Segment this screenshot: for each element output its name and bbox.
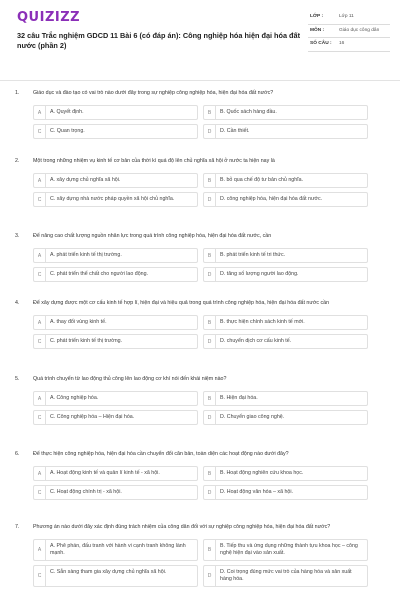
option-text: A. xây dựng chủ nghĩa xã hội. <box>50 177 121 183</box>
option-text: D. tăng số lượng người lao động. <box>220 271 299 277</box>
option-text: A. thay đổi vùng kinh tế. <box>50 319 107 325</box>
answer-options <box>33 539 368 587</box>
answer-option-c[interactable] <box>33 565 198 587</box>
question-item <box>0 90 400 139</box>
question-item <box>0 376 400 425</box>
answer-options <box>33 466 368 500</box>
question-item <box>0 233 400 282</box>
option-letter-box: C <box>34 335 46 348</box>
worksheet-header <box>0 0 400 81</box>
answer-option-b[interactable] <box>203 173 368 188</box>
question-number: 6. <box>15 451 20 457</box>
answer-option-a[interactable] <box>33 315 198 330</box>
option-text: B. Tiếp thu và ứng dụng những thành tựu khoa học – công nghệ hiện đại vào sản xuất. <box>220 543 358 556</box>
option-text: B. Hoạt động nghiên cứu khoa học. <box>220 470 304 476</box>
question-text: Để nâng cao chất lượng nguồn nhân lực trong quá trình công nghiệp hóa, hiện đại hóa đất nước, cần <box>33 233 272 239</box>
option-letter-box: B <box>204 106 216 119</box>
question-text: Phương án nào dưới đây xác định đúng trách nhiệm của công dân đối với sự nghiệp công nghiệp hóa, hiện đại hóa đất nước? <box>33 524 331 530</box>
answer-option-c[interactable] <box>33 192 198 207</box>
option-text: D. Coi trọng đúng mức vai trò của hàng hóa và sản xuất hàng hóa. <box>220 569 352 582</box>
option-letter-box: B <box>204 540 216 560</box>
answer-option-b[interactable] <box>203 466 368 481</box>
option-letter-box: A <box>34 174 46 187</box>
option-text: B. Quốc sách hàng đầu. <box>220 109 277 115</box>
question-item <box>0 524 400 587</box>
option-letter-box: D <box>204 486 216 499</box>
option-text: A. Quyết định. <box>50 109 84 115</box>
answer-option-c[interactable] <box>33 267 198 282</box>
option-text: C. Sẵn sàng tham gia xây dựng chủ nghĩa xã hội. <box>50 569 167 575</box>
answer-option-d[interactable] <box>203 267 368 282</box>
option-text: D. Cần thiết. <box>220 128 250 134</box>
option-text: B. phát triển kinh tế tri thức. <box>220 252 286 258</box>
option-letter-box: C <box>34 411 46 424</box>
meta-count <box>308 38 390 52</box>
option-text: D. công nghiệp hóa, hiện đại hóa đất nước. <box>220 196 323 202</box>
option-text: A. Hoạt động kinh tế và quản lí kinh tế - xã hội. <box>50 470 160 476</box>
option-letter-box: A <box>34 392 46 405</box>
option-text: D. Hoạt động văn hóa – xã hội. <box>220 489 294 495</box>
answer-options <box>33 248 368 282</box>
option-letter-box: D <box>204 268 216 281</box>
option-letter-box: A <box>34 106 46 119</box>
option-text: A. Phê phán, đấu tranh với hành vi cạnh tranh không lành mạnh. <box>50 543 186 556</box>
option-letter-box: B <box>204 249 216 262</box>
page-title: 32 câu Trắc nghiệm GDCD 11 Bài 6 (có đáp án): Công nghiệp hóa hiện đại hóa đất nước (phần 2) <box>17 31 301 50</box>
option-letter-box: B <box>204 392 216 405</box>
quizizz-logo[interactable]: QUIZIZZ <box>17 10 81 25</box>
question-number: 7. <box>15 524 20 530</box>
option-text: C. xây dựng nhà nước pháp quyền xã hội chủ nghĩa. <box>50 196 175 202</box>
question-text: Để thực hiện công nghiệp hóa, hiện đại hóa cần chuyển đổi căn bản, toàn diện các hoạt động nào dưới đây? <box>33 451 289 457</box>
answer-option-c[interactable] <box>33 124 198 139</box>
answer-option-a[interactable] <box>33 466 198 481</box>
answer-options <box>33 391 368 425</box>
answer-options <box>33 315 368 349</box>
question-number: 1. <box>15 90 20 96</box>
answer-option-d[interactable] <box>203 192 368 207</box>
question-item <box>0 300 400 349</box>
option-letter-box: C <box>34 193 46 206</box>
meta-value: Giáo dục công dân <box>339 27 380 33</box>
option-letter-box: B <box>204 467 216 480</box>
option-letter-box: D <box>204 193 216 206</box>
option-letter-box: D <box>204 335 216 348</box>
option-text: C. phát triển thể chất cho người lao động. <box>50 271 149 277</box>
option-letter-box: A <box>34 249 46 262</box>
option-letter-box: C <box>34 268 46 281</box>
answer-option-d[interactable] <box>203 485 368 500</box>
option-letter-box: C <box>34 125 46 138</box>
option-letter-box: A <box>34 467 46 480</box>
answer-option-a[interactable] <box>33 391 198 406</box>
meta-label: MÔN : <box>310 27 325 33</box>
option-letter-box: C <box>34 486 46 499</box>
meta-label: SỐ CÂU : <box>310 41 332 46</box>
option-text: C. Quan trọng. <box>50 128 85 134</box>
answer-option-b[interactable] <box>203 315 368 330</box>
answer-option-a[interactable] <box>33 105 198 120</box>
meta-subject <box>308 25 390 39</box>
question-item <box>0 451 400 500</box>
question-number: 4. <box>15 300 20 306</box>
answer-options <box>33 173 368 207</box>
meta-class <box>308 11 390 25</box>
option-letter-box: A <box>34 316 46 329</box>
option-letter-box: D <box>204 566 216 586</box>
option-text: C. phát triển kinh tế thị trường. <box>50 338 123 344</box>
question-number: 3. <box>15 233 20 239</box>
option-text: D. chuyển dịch cơ cấu kinh tế. <box>220 338 292 344</box>
answer-option-c[interactable] <box>33 334 198 349</box>
option-text: D. Chuyển giao công nghệ. <box>220 414 285 420</box>
question-number: 2. <box>15 158 20 164</box>
meta-value: Lớp 11 <box>339 14 354 19</box>
option-text: C. Công nghiệp hóa – Hiện đại hóa. <box>50 414 135 420</box>
question-text: Giáo dục và đào tạo có vai trò nào dưới đây trong sự nghiệp công nghiệp hóa, hiện đại hóa đất nước? <box>33 90 274 96</box>
question-number: 5. <box>15 376 20 382</box>
answer-option-a[interactable] <box>33 248 198 263</box>
option-letter-box: D <box>204 411 216 424</box>
answer-option-d[interactable] <box>203 334 368 349</box>
option-text: B. bỏ qua chế độ tư bản chủ nghĩa. <box>220 177 304 183</box>
question-text: Một trong những nhiệm vụ kinh tế cơ bản của thời kì quá độ lên chủ nghĩa xã hội ở nước ta hiện nay là <box>33 158 275 164</box>
answer-options <box>33 105 368 139</box>
answer-option-c[interactable] <box>33 410 198 425</box>
option-text: A. phát triển kinh tế thị trường. <box>50 252 122 258</box>
meta-info <box>308 11 390 52</box>
option-letter-box: C <box>34 566 46 586</box>
option-text: A. Công nghiệp hóa. <box>50 395 99 401</box>
answer-option-a[interactable] <box>33 173 198 188</box>
answer-option-d[interactable] <box>203 124 368 139</box>
answer-option-d[interactable] <box>203 410 368 425</box>
option-text: B. Hiện đại hóa. <box>220 395 258 401</box>
answer-option-b[interactable] <box>203 248 368 263</box>
answer-option-b[interactable] <box>203 105 368 120</box>
option-text: B. thực hiện chính sách kinh tế mới. <box>220 319 305 325</box>
option-letter-box: B <box>204 316 216 329</box>
option-text: C. Hoạt động chính trị - xã hội. <box>50 489 122 495</box>
option-letter-box: B <box>204 174 216 187</box>
meta-value: 16 <box>339 41 345 46</box>
question-item <box>0 158 400 207</box>
question-text: Quá trình chuyển từ lao động thủ công lên lao động cơ khí nói đến khái niệm nào? <box>33 376 227 382</box>
answer-option-b[interactable] <box>203 391 368 406</box>
question-text: Để xây dựng được một cơ cấu kinh tế hợp lí, hiện đại và hiệu quả trong quá trình công nghiệp hóa, hiện đại hóa đất nước cần <box>33 300 330 306</box>
answer-option-a[interactable] <box>33 539 198 561</box>
answer-option-b[interactable] <box>203 539 368 561</box>
answer-option-d[interactable] <box>203 565 368 587</box>
option-letter-box: A <box>34 540 46 560</box>
answer-option-c[interactable] <box>33 485 198 500</box>
meta-label: LỚP : <box>310 14 324 19</box>
option-letter-box: D <box>204 125 216 138</box>
